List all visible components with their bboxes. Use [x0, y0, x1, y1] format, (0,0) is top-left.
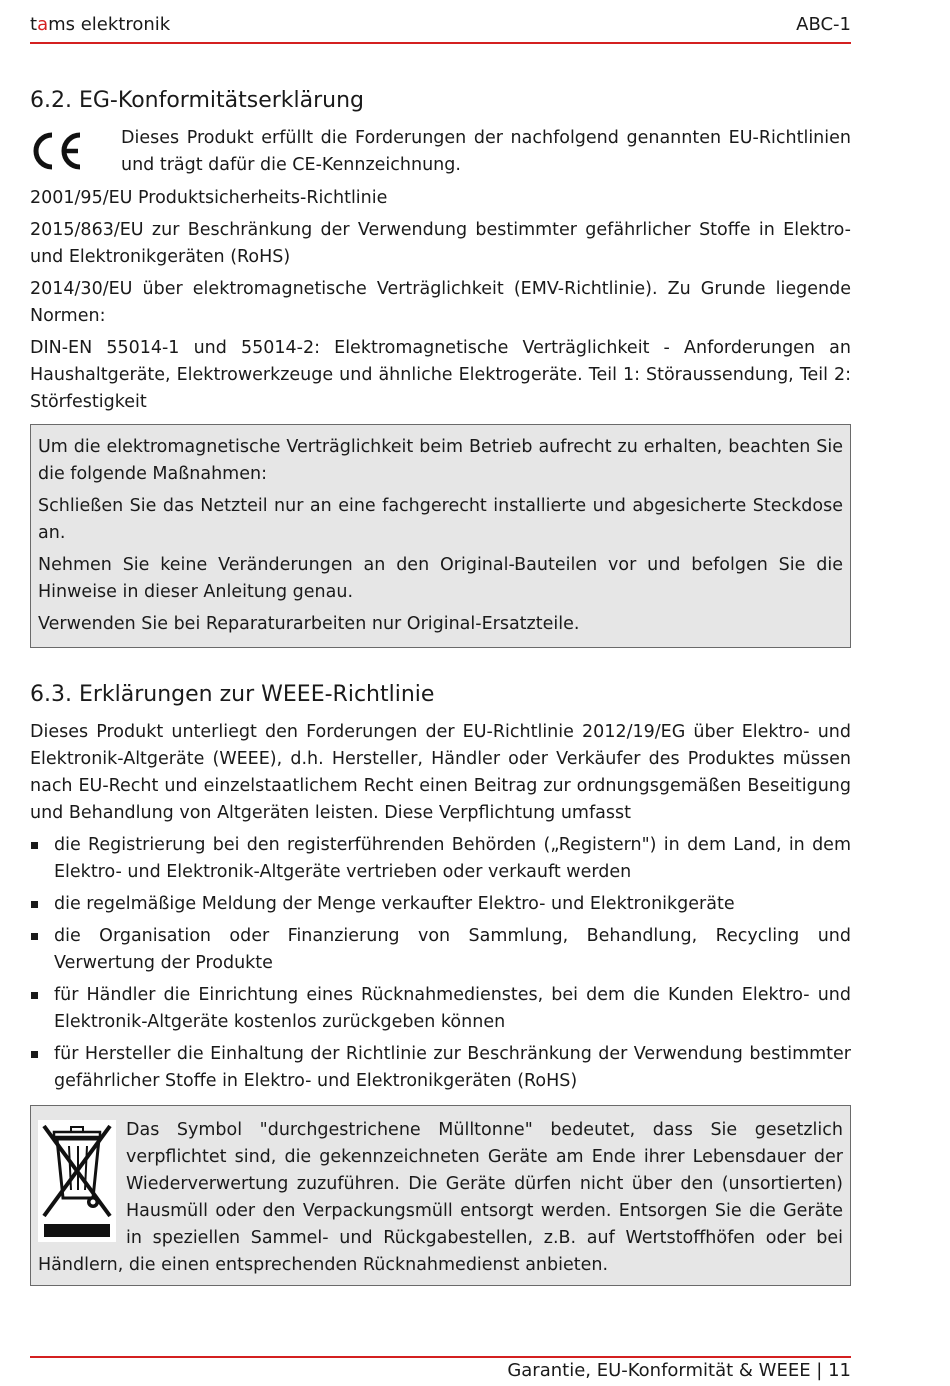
brand-rest: ms elektronik [48, 14, 171, 35]
obligations-list [30, 832, 851, 1095]
list-item-text: für Händler die Einrichtung eines Rücknahmedienstes, bei dem die Kunden Elektro- und Elektronik-Altgeräte kostenlos zurückgeben können [54, 985, 851, 1032]
ce-mark-icon [30, 129, 86, 173]
directive-paragraph: 2001/95/EU Produktsicherheits-Richtlinie [30, 188, 388, 208]
list-item [30, 923, 851, 977]
list-item-text: die Registrierung bei den registerführenden Behörden („Registern") in dem Land, in dem Elektro- und Elektronik-Altgeräte vertrieben oder verkauft werden [54, 835, 851, 882]
bullet-square-icon [31, 933, 38, 940]
brand-name [30, 14, 170, 35]
doc-code: ABC-1 [796, 14, 851, 35]
weee-intro: Dieses Produkt unterliegt den Forderungen der EU-Richtlinie 2012/19/EG über Elektro- und Elektronik-Altgeräte (WEEE), d.h. Hersteller, Händler oder Verkäufer des Produktes müssen nach EU-Recht und einzelstaatlichem Recht einen Beitrag zur ordnungsgemäßen Beseitigung und Behandlung von Altgeräten leisten. Diese Verpflichtung umfasst [30, 722, 851, 823]
list-item-text: die regelmäßige Meldung der Menge verkaufter Elektro- und Elektronikgeräte [54, 894, 735, 914]
ce-declaration [30, 125, 851, 179]
footer-rule [30, 1356, 851, 1358]
crossed-out-wheelie-bin-icon [38, 1120, 116, 1242]
bullet-square-icon [31, 1051, 38, 1058]
emc-notice-box [30, 424, 851, 648]
document-page [30, 0, 851, 1386]
list-item [30, 891, 851, 918]
brand-accent: a [37, 14, 49, 35]
page-footer: Garantie, EU-Konformität & WEEE | 11 [507, 1360, 851, 1381]
list-item [30, 1041, 851, 1095]
list-item [30, 982, 851, 1036]
directive-paragraph: 2014/30/EU über elektromagnetische Verträglichkeit (EMV-Richtlinie). Zu Grunde liegende Normen: [30, 279, 851, 326]
list-item-text: die Organisation oder Finanzierung von Sammlung, Behandlung, Recycling und Verwertung der Produkte [54, 926, 851, 973]
ce-text: Dieses Produkt erfüllt die Forderungen der nachfolgend genannten EU-Richtlinien und trägt dafür die CE-Kennzeichnung. [121, 128, 851, 175]
bullet-square-icon [31, 992, 38, 999]
header-rule [30, 42, 851, 44]
page-content [30, 86, 851, 1286]
notice-paragraph: Um die elektromagnetische Verträglichkeit beim Betrieb aufrecht zu erhalten, beachten Sie die folgende Maßnahmen: [38, 437, 843, 484]
notice-paragraph: Verwenden Sie bei Reparaturarbeiten nur Original-Ersatzteile. [38, 614, 580, 634]
weee-notice-text: Das Symbol "durchgestrichene Mülltonne" bedeutet, dass Sie gesetzlich verpflichtet sind, die gekennzeichneten Geräte am Ende ihrer Lebensdauer der Wiederverwertung zuzuführen. Die Geräte dürfen nicht über den (unsortierten) Hausmüll oder den Verpackungsmüll entsorgt werden. Entsorgen Sie die Geräte in speziellen Sammel- und Rückgabestellen, z.B. auf Wertstoffhöfen oder bei Händlern, die einen entsprechenden Rücknahmedienst anbieten. [38, 1120, 843, 1275]
notice-paragraph: Schließen Sie das Netzteil nur an eine fachgerecht installierte und abgesicherte Steckdose an. [38, 496, 843, 543]
directive-paragraph: 2015/863/EU zur Beschränkung der Verwendung bestimmter gefährlicher Stoffe in Elektro- und Elektronikgeräten (RoHS) [30, 220, 851, 267]
weee-notice-box [30, 1105, 851, 1286]
notice-paragraph: Nehmen Sie keine Veränderungen an den Original-Bauteilen vor und befolgen Sie die Hinweise in dieser Anleitung genau. [38, 555, 843, 602]
list-item-text: für Hersteller die Einhaltung der Richtlinie zur Beschränkung der Verwendung bestimmter gefährlicher Stoffe in Elektro- und Elektronikgeräten (RoHS) [54, 1044, 851, 1091]
bullet-square-icon [31, 901, 38, 908]
section-62-title: 6.2. EG-Konformitätserklärung [30, 88, 365, 113]
bullet-square-icon [31, 842, 38, 849]
list-item [30, 832, 851, 886]
brand-prefix: t [30, 14, 38, 35]
norms-paragraph: DIN-EN 55014-1 und 55014-2: Elektromagnetische Verträglichkeit - Anforderungen an Haushaltgeräte, Elektrowerkzeuge und ähnliche Elektrogeräte. Teil 1: Störaussendung, Teil 2: Störfestigkeit [30, 338, 851, 412]
section-63-title: 6.3. Erklärungen zur WEEE-Richtlinie [30, 682, 435, 707]
page-header [30, 14, 851, 40]
